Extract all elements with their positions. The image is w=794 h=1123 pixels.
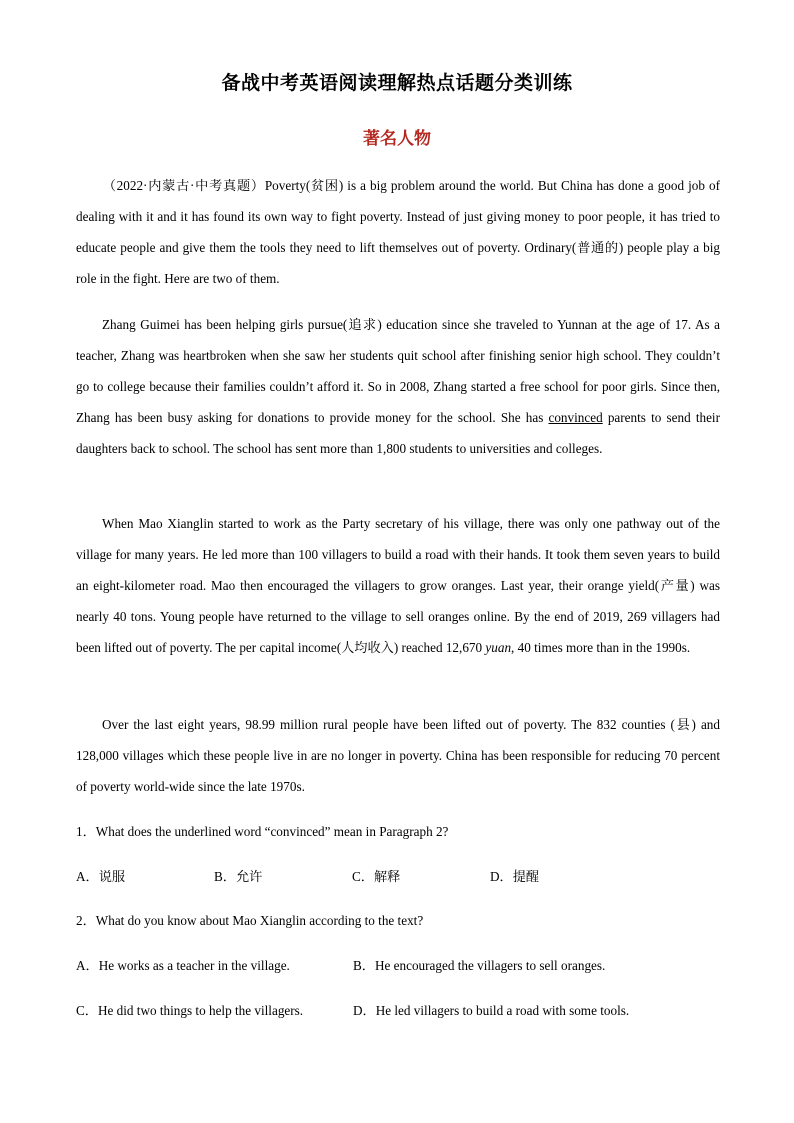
q1-option-a[interactable]: A．说服 xyxy=(76,869,126,884)
underlined-word: convinced xyxy=(548,410,603,425)
q2-option-a[interactable]: A．He works as a teacher in the village. xyxy=(76,958,290,973)
paragraph-1-text: （2022·内蒙古·中考真题）Poverty(贫困) is a big problem around the world. But China has done a good job of dealing with it and it has found its own way to fight poverty. Instead of just giving money to poor people, it has tried to educate people and give them the tools they need to lift themselves out of poverty. Ordinary(普通的) people play a big role in the fight. Here are two of them. xyxy=(76,178,720,286)
q2-option-d[interactable]: D．He led villagers to build a road with some tools. xyxy=(353,1003,630,1018)
paragraph-1 xyxy=(76,170,720,294)
q1-option-c[interactable]: C．解释 xyxy=(352,869,401,884)
question-2: 2．What do you know about Mao Xianglin according to the text? xyxy=(76,913,424,928)
document-title: 备战中考英语阅读理解热点话题分类训练 xyxy=(221,72,573,94)
paragraph-2-text-a: Zhang Guimei has been helping girls pursue(追求) education since she traveled to Yunnan at the age of 17. As a teacher, Zhang was heartbroken when she saw her students quit school after finishing senior high school. They couldn’t go to college because their families couldn’t afford it. So in 2008, Zhang started a free school for poor girls. Since then, Zhang has been busy asking for donations to provide money for the school. She has xyxy=(76,317,720,425)
paragraph-3-text-b: , 40 times more than in the 1990s. xyxy=(511,640,691,655)
q2-option-c[interactable]: C．He did two things to help the villagers. xyxy=(76,1003,304,1018)
q1-option-b[interactable]: B．允许 xyxy=(214,869,263,884)
paragraph-3-text-a: When Mao Xianglin started to work as the Party secretary of his village, there was only one pathway out of the village for many years. He led more than 100 villagers to build a road with their hands. It took them seven years to build an eight-kilometer road. Mao then encouraged the villagers to grow oranges. Last year, their orange yield(产量) was nearly 40 tons. Young people have returned to the village to sell oranges online. By the end of 2019, 269 villagers had been lifted out of poverty. The per capital income(人均收入) reached 12,670 xyxy=(76,516,720,655)
section-subtitle: 著名人物 xyxy=(363,129,431,149)
question-1: 1．What does the underlined word “convinced” mean in Paragraph 2? xyxy=(76,824,449,839)
q1-option-d[interactable]: D．提醒 xyxy=(490,869,540,884)
paragraph-2-text-b: parents to send their daughters back to school. The school has sent more than 1,800 students to universities and colleges. xyxy=(76,410,720,456)
paragraph-4 xyxy=(76,709,720,802)
paragraph-4-text: Over the last eight years, 98.99 million rural people have been lifted out of poverty. The 832 counties (县) and 128,000 villages which these people live in are no longer in poverty. China has been responsible for reducing 70 percent of poverty world-wide since the late 1970s. xyxy=(76,717,720,794)
q2-option-b[interactable]: B．He encouraged the villagers to sell oranges. xyxy=(353,958,606,973)
paragraph-3 xyxy=(76,508,720,663)
currency-word: yuan xyxy=(485,640,512,655)
paragraph-2 xyxy=(76,309,720,464)
